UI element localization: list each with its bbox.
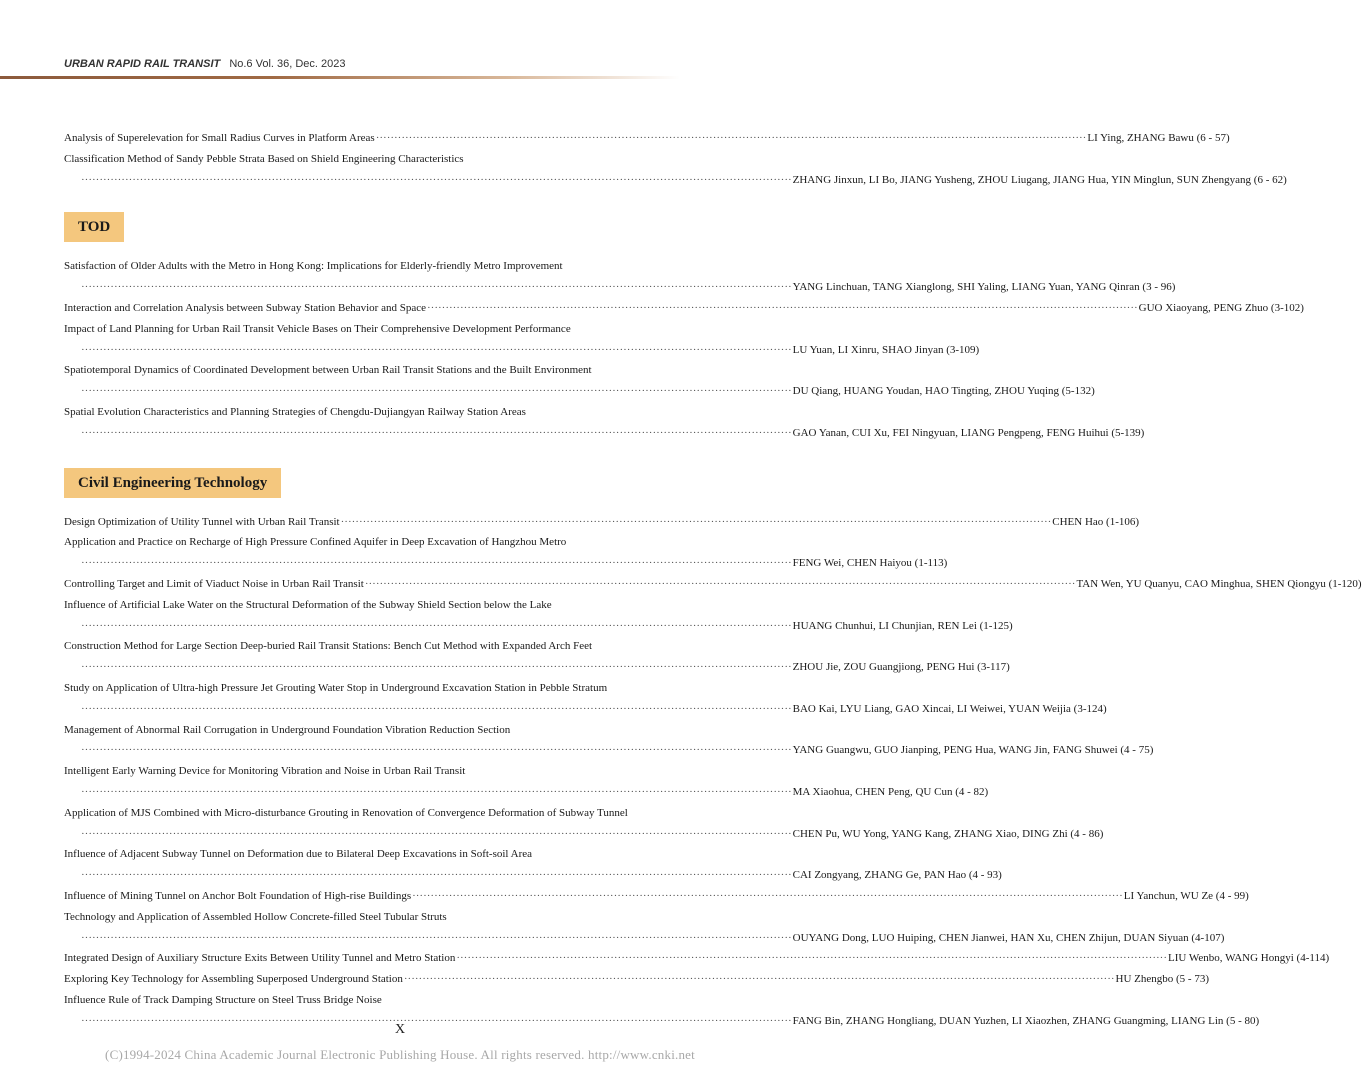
issue-info: No.6 Vol. 36, Dec. 2023	[229, 58, 346, 70]
dot-leader	[81, 616, 792, 637]
page-number: X	[394, 1022, 406, 1037]
entry-title-line	[64, 360, 714, 381]
entry-line	[64, 948, 1330, 969]
header-rule	[0, 76, 680, 79]
article-title: Spatiotemporal Dynamics of Coordinated Development between Urban Rail Transit Stations and the Built Environment	[64, 364, 592, 377]
article-authors: CHEN Pu, WU Yong, YANG Kang, ZHANG Xiao, DING Zhi (4 - 86)	[792, 827, 1104, 840]
toc-entry[interactable]	[64, 298, 1304, 319]
entry-title-line	[64, 319, 714, 340]
toc-section	[64, 468, 1362, 1032]
article-title: Integrated Design of Auxiliary Structure Exits Between Utility Tunnel and Metro Station	[64, 952, 456, 965]
toc-entry[interactable]	[64, 907, 1225, 949]
dot-leader	[427, 298, 1138, 319]
toc-entry[interactable]	[64, 532, 948, 574]
article-title: Controlling Target and Limit of Viaduct Noise in Urban Rail Transit	[64, 577, 364, 590]
dot-leader	[81, 170, 792, 191]
entry-title-line	[64, 532, 714, 553]
article-title: Spatial Evolution Characteristics and Planning Strategies of Chengdu-Dujiangyan Railway Station Areas	[64, 405, 526, 418]
article-title: Management of Abnormal Rail Corrugation in Underground Foundation Vibration Reduction Section	[64, 723, 511, 736]
dot-leader	[341, 512, 1052, 533]
article-title: Intelligent Early Warning Device for Monitoring Vibration and Noise in Urban Rail Transit	[64, 765, 466, 778]
article-authors: YANG Guangwu, GUO Jianping, PENG Hua, WANG Jin, FANG Shuwei (4 - 75)	[792, 744, 1154, 757]
entry-line	[64, 512, 1140, 533]
dot-leader	[81, 824, 792, 845]
toc-section	[64, 212, 1304, 443]
dot-leader	[81, 928, 792, 949]
article-authors: LU Yuan, LI Xinru, SHAO Jinyan (3-109)	[792, 343, 980, 356]
article-authors: FANG Bin, ZHANG Hongliang, DUAN Yuzhen, LI Xiaozhen, ZHANG Guangming, LIANG Lin (5 - 80)	[792, 1014, 1260, 1027]
article-authors: YANG Linchuan, TANG Xianglong, SHI Yaling, LIANG Yuan, YANG Qinran (3 - 96)	[792, 281, 1176, 294]
journal-name: URBAN RAPID RAIL TRANSIT	[64, 58, 221, 70]
toc-entry[interactable]	[64, 360, 1095, 402]
entry-line	[64, 969, 1209, 990]
toc-entry[interactable]	[64, 761, 989, 803]
article-authors: GUO Xiaoyang, PENG Zhuo (3-102)	[1138, 301, 1304, 314]
toc-entry[interactable]	[64, 886, 1249, 907]
article-title: Analysis of Superelevation for Small Radius Curves in Platform Areas	[64, 132, 375, 144]
article-authors: DU Qiang, HUANG Youdan, HAO Tingting, ZHOU Yuqing (5-132)	[792, 385, 1095, 398]
article-authors: LI Ying, ZHANG Bawu (6 - 57)	[1087, 132, 1230, 144]
article-authors: CAI Zongyang, ZHANG Ge, PAN Hao (4 - 93)	[792, 869, 1002, 882]
article-title: Classification Method of Sandy Pebble Strata Based on Shield Engineering Characteristics	[64, 152, 464, 165]
article-authors: OUYANG Dong, LUO Huiping, CHEN Jianwei, HAN Xu, CHEN Zhijun, DUAN Siyuan (4-107)	[792, 931, 1225, 944]
article-authors: LIU Wenbo, WANG Hongyi (4-114)	[1168, 952, 1330, 965]
entry-title-line	[64, 256, 714, 277]
dot-leader	[81, 381, 792, 402]
entry-authors-line	[64, 381, 1095, 402]
entry-authors-line	[64, 928, 1225, 949]
toc-entry[interactable]	[64, 720, 1154, 762]
dot-leader	[456, 948, 1167, 969]
article-title: Interaction and Correlation Analysis between Subway Station Behavior and Space	[64, 301, 426, 314]
article-title: Influence of Adjacent Subway Tunnel on Deformation due to Bilateral Deep Excavations in Soft-soil Area	[64, 848, 532, 861]
running-header	[64, 58, 346, 70]
dot-leader	[365, 574, 1076, 595]
entry-title-line	[64, 636, 714, 657]
article-title: Design Optimization of Utility Tunnel with Urban Rail Transit	[64, 515, 340, 528]
entry-title-line	[64, 844, 714, 865]
section-title: Civil Engineering Technology	[64, 468, 281, 498]
toc-entry[interactable]	[64, 595, 1013, 637]
entry-title-line	[64, 149, 714, 170]
article-title: Satisfaction of Older Adults with the Metro in Hong Kong: Implications for Elderly-friendly Metro Improvement	[64, 260, 563, 273]
dot-leader	[404, 969, 1115, 990]
dot-leader	[81, 699, 792, 720]
article-authors: GAO Yanan, CUI Xu, FEI Ningyuan, LIANG Pengpeng, FENG Huihui (5-139)	[792, 426, 1145, 439]
article-title: Influence of Artificial Lake Water on the Structural Deformation of the Subway Shield Section below the Lake	[64, 598, 552, 611]
toc-entry[interactable]	[64, 149, 1287, 191]
toc-entry[interactable]	[64, 969, 1209, 990]
article-authors: CHEN Hao (1-106)	[1052, 515, 1140, 528]
copyright-notice: (C)1994-2024 China Academic Journal Electronic Publishing House. All rights reserved. http://www.cnki.net	[105, 1047, 695, 1062]
toc-entry[interactable]	[64, 803, 1104, 845]
entry-authors-line	[64, 170, 1287, 191]
article-authors: LI Yanchun, WU Ze (4 - 99)	[1123, 889, 1249, 902]
article-authors: TAN Wen, YU Quanyu, CAO Minghua, SHEN Qiongyu (1-120)	[1076, 577, 1362, 590]
dot-leader	[81, 340, 792, 361]
entry-authors-line	[64, 616, 1013, 637]
article-authors: ZHOU Jie, ZOU Guangjiong, PENG Hui (3-117)	[792, 661, 1010, 674]
entry-authors-line	[64, 657, 1010, 678]
dot-leader	[81, 277, 792, 298]
entry-title-line	[64, 907, 714, 928]
toc-entry[interactable]	[64, 256, 1176, 298]
article-authors: HUANG Chunhui, LI Chunjian, REN Lei (1-125)	[792, 619, 1013, 632]
article-title: Influence Rule of Track Damping Structure on Steel Truss Bridge Noise	[64, 993, 382, 1006]
toc-entry[interactable]	[64, 128, 1230, 149]
entry-title-line	[64, 990, 714, 1011]
toc-entry[interactable]	[64, 844, 1002, 886]
dot-leader	[81, 865, 792, 886]
section-title: TOD	[64, 212, 124, 242]
entry-title-line	[64, 803, 714, 824]
article-title: Study on Application of Ultra-high Pressure Jet Grouting Water Stop in Underground Excavation Station in Pebble Stratum	[64, 681, 608, 694]
entry-title-line	[64, 678, 714, 699]
article-authors: HU Zhengbo (5 - 73)	[1115, 973, 1209, 986]
entry-title-line	[64, 595, 714, 616]
entry-authors-line	[64, 740, 1154, 761]
article-title: Application of MJS Combined with Micro-disturbance Grouting in Renovation of Convergence Deformation of Subway Tunnel	[64, 806, 628, 819]
entry-line	[64, 128, 1230, 149]
toc-section	[64, 128, 1287, 190]
article-title: Impact of Land Planning for Urban Rail Transit Vehicle Bases on Their Comprehensive Development Performance	[64, 322, 571, 335]
entry-line	[64, 886, 1249, 907]
entry-title-line	[64, 720, 714, 741]
article-title: Technology and Application of Assembled Hollow Concrete-filled Steel Tubular Struts	[64, 910, 447, 923]
table-of-contents	[64, 108, 1362, 1031]
entry-authors-line	[64, 553, 948, 574]
article-authors: BAO Kai, LYU Liang, GAO Xincai, LI Weiwei, YUAN Weijia (3-124)	[792, 702, 1107, 715]
toc-entry[interactable]	[64, 678, 1107, 720]
entry-authors-line	[64, 782, 989, 803]
entry-authors-line	[64, 277, 1176, 298]
dot-leader	[81, 657, 792, 678]
toc-entry[interactable]	[64, 319, 980, 361]
entry-authors-line	[64, 699, 1107, 720]
entry-line	[64, 574, 1362, 595]
entry-authors-line	[64, 340, 980, 361]
toc-entry[interactable]	[64, 402, 1145, 444]
article-authors: MA Xiaohua, CHEN Peng, QU Cun (4 - 82)	[792, 785, 989, 798]
article-authors: ZHANG Jinxun, LI Bo, JIANG Yusheng, ZHOU Liugang, JIANG Hua, YIN Minglun, SUN Zhengyang (6 - 62)	[792, 173, 1287, 186]
entry-title-line	[64, 402, 714, 423]
article-authors: FENG Wei, CHEN Haiyou (1-113)	[792, 557, 948, 570]
entry-title-line	[64, 761, 714, 782]
dot-leader	[81, 553, 792, 574]
entry-authors-line	[64, 865, 1002, 886]
article-title: Application and Practice on Recharge of High Pressure Confined Aquifer in Deep Excavation of Hangzhou Metro	[64, 536, 567, 549]
entry-authors-line	[64, 423, 1145, 444]
dot-leader	[81, 423, 792, 444]
entry-authors-line	[64, 824, 1104, 845]
toc-entry[interactable]	[64, 512, 1140, 533]
dot-leader	[412, 886, 1123, 907]
article-title: Exploring Key Technology for Assembling Superposed Underground Station	[64, 973, 403, 986]
dot-leader	[376, 128, 1087, 149]
article-title: Construction Method for Large Section Deep-buried Rail Transit Stations: Bench Cut Method with Expanded Arch Feet	[64, 640, 593, 653]
entry-line	[64, 298, 1304, 319]
toc-entry[interactable]	[64, 574, 1362, 595]
dot-leader	[81, 740, 792, 761]
toc-entry[interactable]	[64, 948, 1330, 969]
toc-entry[interactable]	[64, 636, 1010, 678]
dot-leader	[81, 782, 792, 803]
article-title: Influence of Mining Tunnel on Anchor Bolt Foundation of High-rise Buildings	[64, 889, 412, 902]
